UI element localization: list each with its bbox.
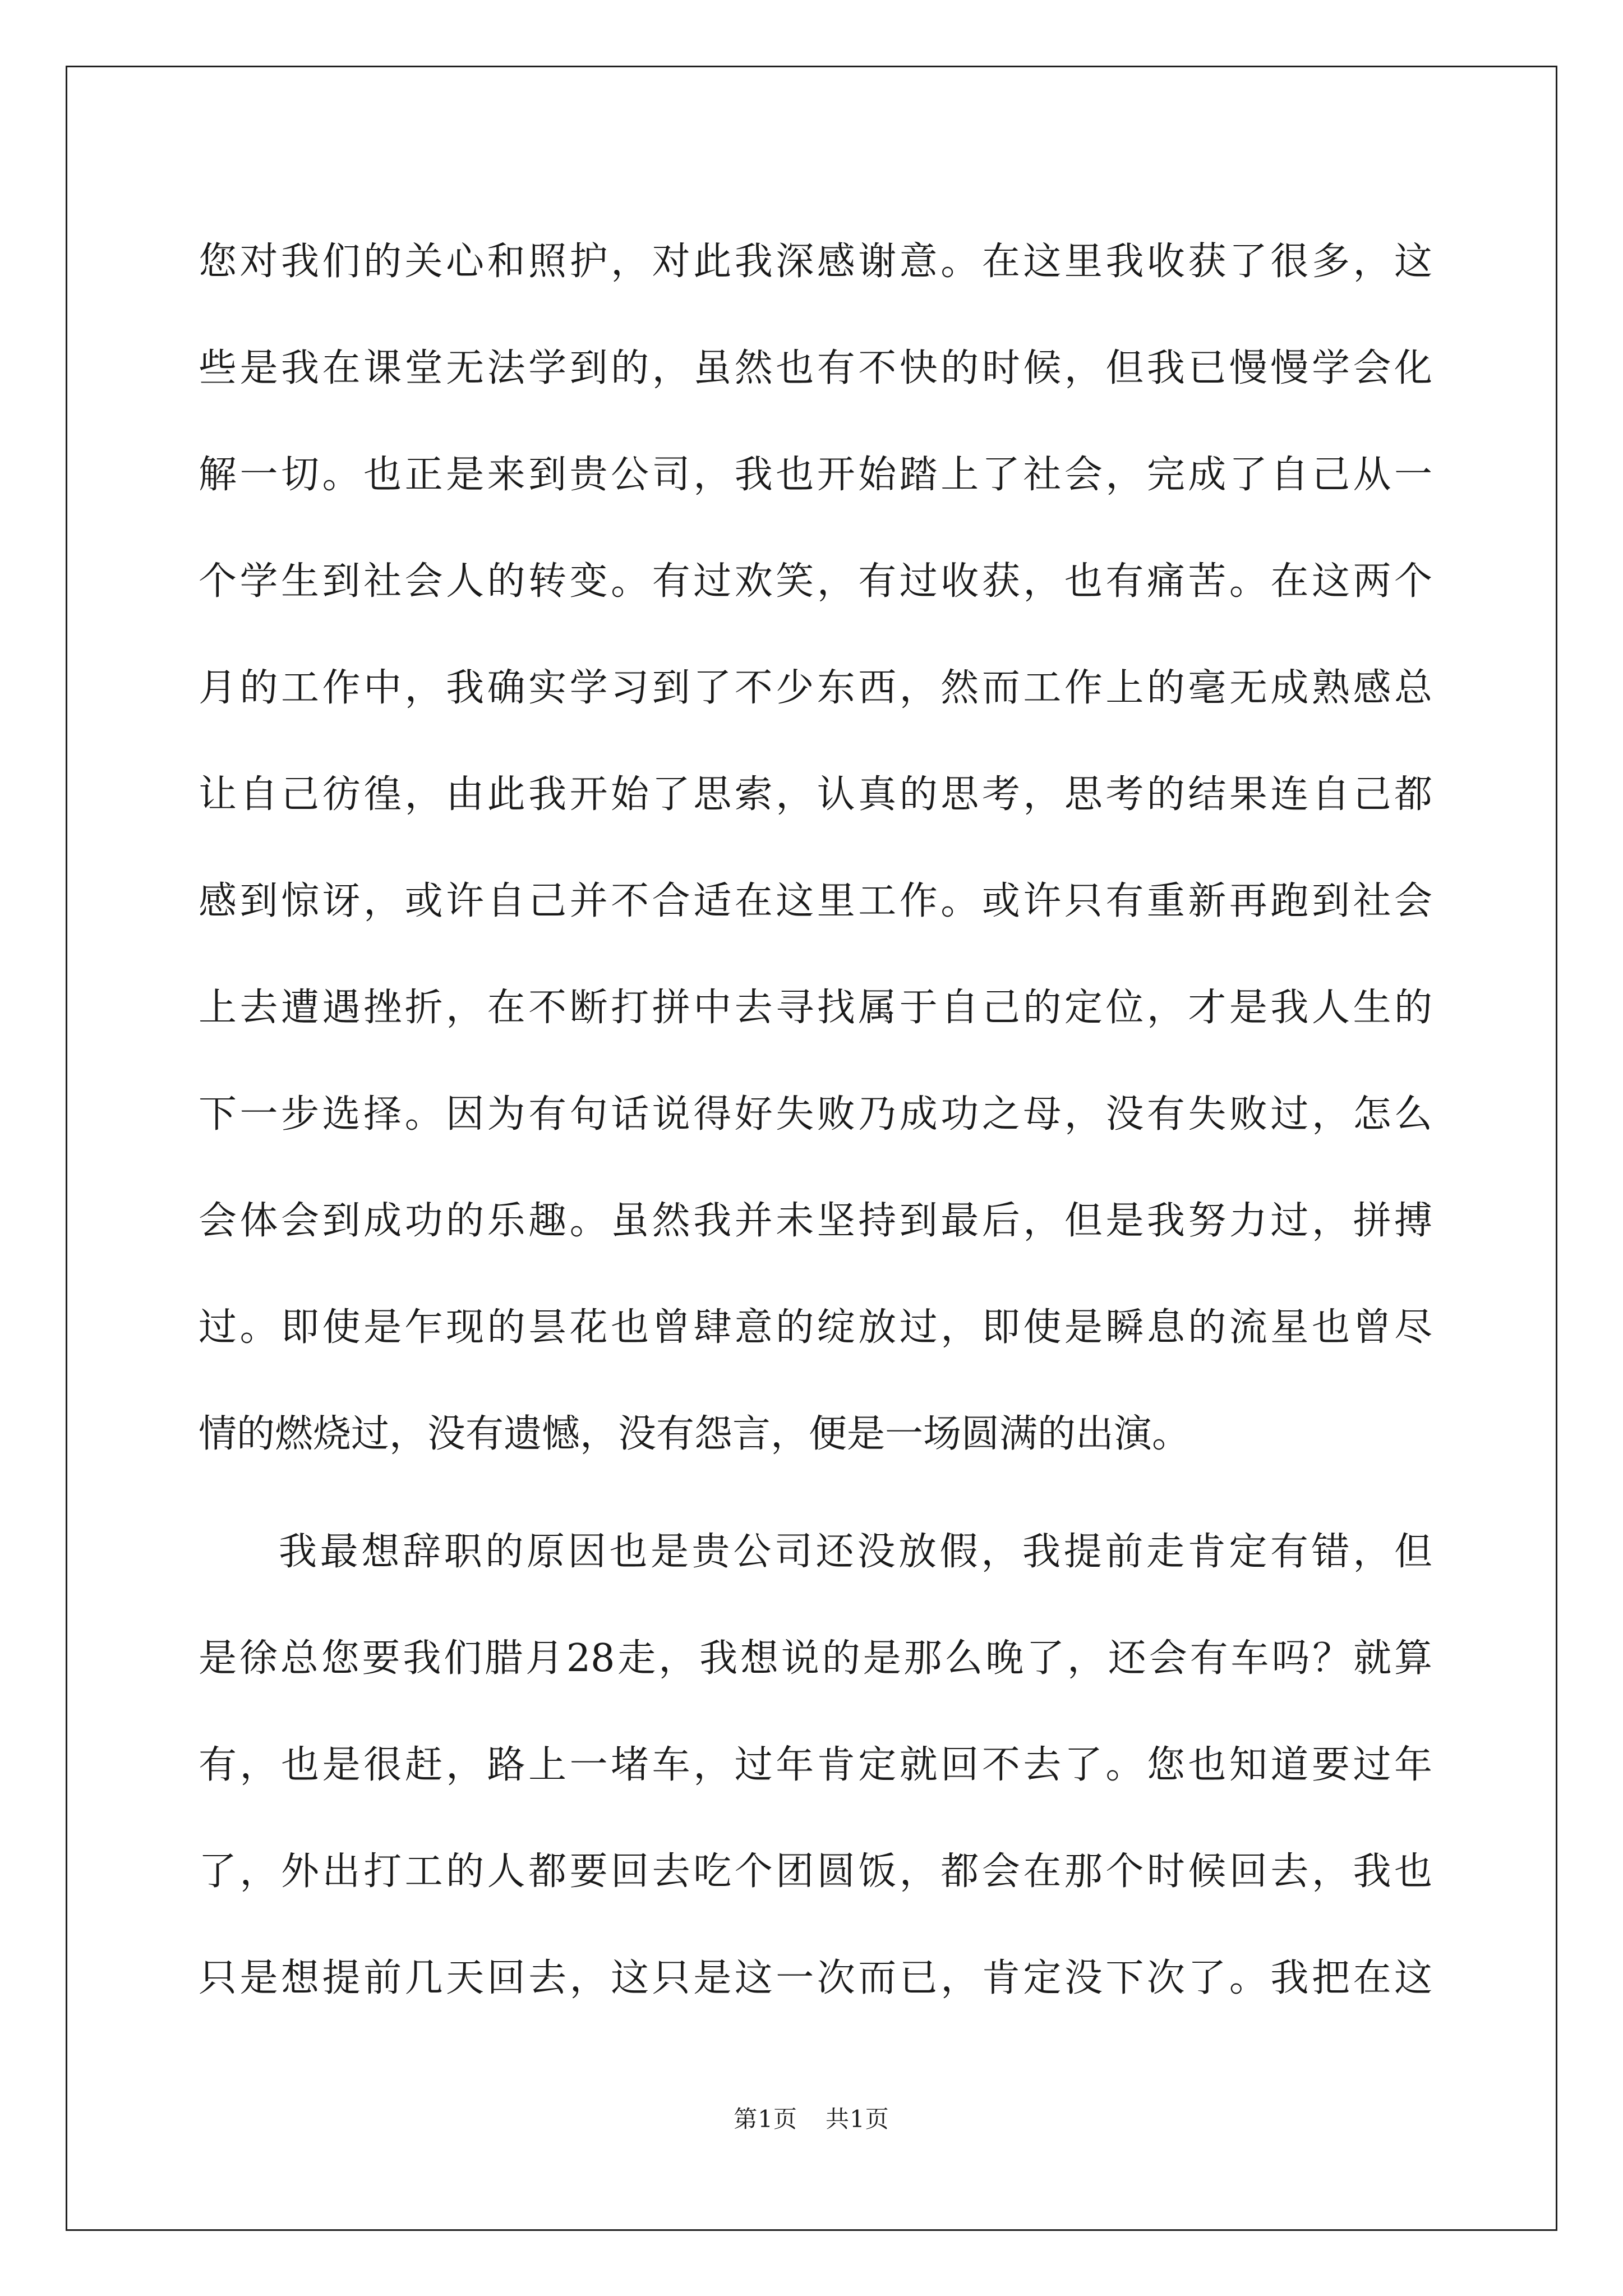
paragraph-1-line: 让自己彷徨，由此我开始了思索，认真的思考，思考的结果连自己都 [199,772,1432,817]
paragraph-1-line: 解一切。也正是来到贵公司，我也开始踏上了社会，完成了自己从一 [199,453,1432,497]
page-total: 共1页 [826,2105,889,2133]
paragraph-2-line: 有，也是很赶，路上一堵车，过年肯定就回不去了。您也知道要过年 [199,1743,1432,1787]
paragraph-2-line: 了，外出打工的人都要回去吃个团圆饭，都会在那个时候回去，我也 [199,1849,1432,1894]
paragraph-1-line: 月的工作中，我确实学习到了不少东西，然而工作上的毫无成熟感总 [199,666,1432,710]
paragraph-2-line: 是徐总您要我们腊月28走，我想说的是那么晚了，还会有车吗？就算 [199,1636,1432,1681]
paragraph-1-line: 感到惊讶，或许自己并不合适在这里工作。或许只有重新再跑到社会 [199,879,1432,923]
paragraph-1-line: 下一步选择。因为有句话说得好失败乃成功之母，没有失败过，怎么 [199,1092,1432,1137]
paragraph-1-line: 过。即使是乍现的昙花也曾肆意的绽放过，即使是瞬息的流星也曾尽 [199,1305,1432,1350]
paragraph-gap [199,1488,1432,1499]
paragraph-1-line: 上去遭遇挫折，在不断打拼中去寻找属于自己的定位，才是我人生的 [199,986,1432,1030]
paragraph-1-line: 个学生到社会人的转变。有过欢笑，有过收获，也有痛苦。在这两个 [199,559,1432,604]
page-number: 第1页 [734,2105,797,2133]
document-body [199,209,1432,2032]
paragraph-1-line: 您对我们的关心和照护，对此我深感谢意。在这里我收获了很多，这 [199,240,1432,284]
paragraph-1-line: 情的燃烧过，没有遗憾，没有怨言，便是一场圆满的出演。 [199,1412,1191,1456]
paragraph-1-line: 些是我在课堂无法学到的，虽然也有不快的时候，但我已慢慢学会化 [199,346,1432,390]
page-footer [0,2101,1623,2134]
paragraph-2-line: 只是想提前几天回去，这只是这一次而已，肯定没下次了。我把在这 [199,1956,1432,2000]
paragraph-2-line: 我最想辞职的原因也是贵公司还没放假，我提前走肯定有错，但 [279,1530,1432,1574]
paragraph-1-line: 会体会到成功的乐趣。虽然我并未坚持到最后，但是我努力过，拼搏 [199,1199,1432,1243]
